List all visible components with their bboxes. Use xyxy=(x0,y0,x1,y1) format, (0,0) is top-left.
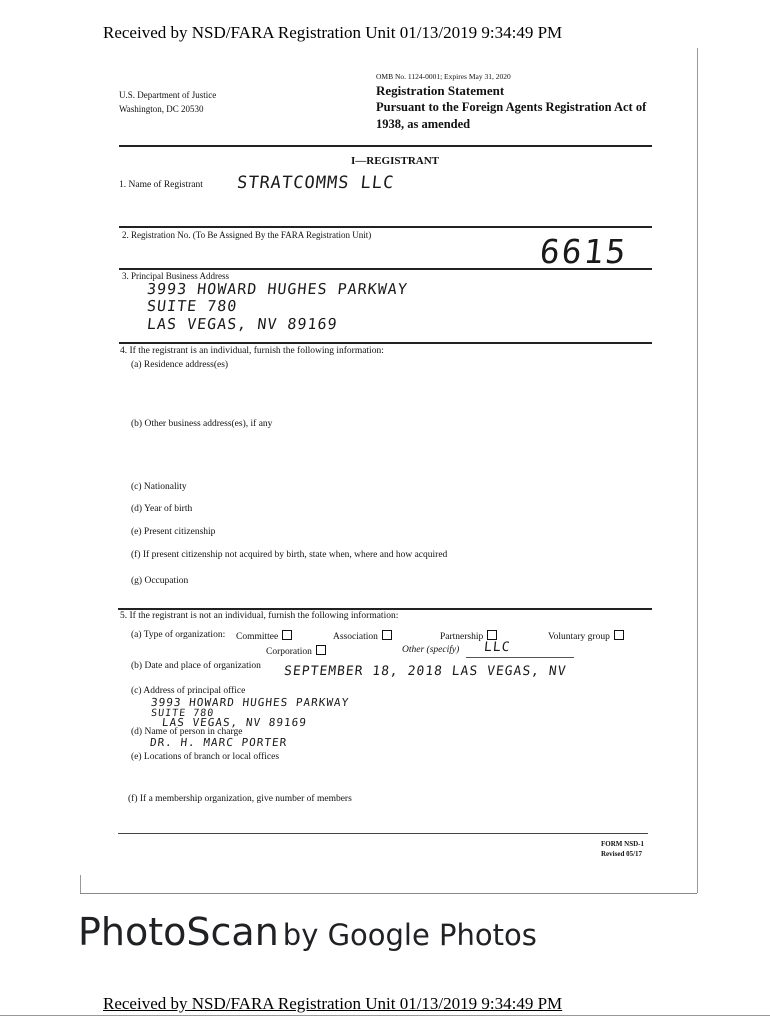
non-individual-info-label: 5. If the registrant is not an individual, furnish the following information: xyxy=(120,611,399,621)
photoscan-by-google: by Google Photos xyxy=(282,918,537,952)
photoscan-watermark xyxy=(78,910,537,954)
form-number: FORM NSD-1 xyxy=(601,840,644,848)
committee-option xyxy=(236,630,292,642)
page-edge-left xyxy=(80,875,81,893)
residence-address-label: (a) Residence address(es) xyxy=(131,360,229,370)
voluntary-group-option xyxy=(548,630,624,642)
voluntary-group-label: Voluntary group xyxy=(548,632,610,642)
department-label: U.S. Department of Justice xyxy=(119,90,217,100)
header-rule xyxy=(119,145,652,147)
year-of-birth-label: (d) Year of birth xyxy=(131,504,193,514)
form-title: Registration Statement xyxy=(376,83,505,98)
corporation-label: Corporation xyxy=(266,647,312,657)
section3-rule xyxy=(119,268,652,270)
form-subtitle-line2: 1938, as amended xyxy=(376,117,471,131)
partnership-label: Partnership xyxy=(440,632,484,642)
other-specify-underline xyxy=(466,657,574,658)
branch-offices-label: (e) Locations of branch or local offices xyxy=(131,752,280,762)
bottom-stamp-rule xyxy=(0,1015,770,1016)
section4-rule xyxy=(119,342,652,344)
org-date-place-label: (b) Date and place of organization xyxy=(131,661,261,671)
omb-number: OMB No. 1124-0001; Expires May 31, 2020 xyxy=(376,72,511,81)
principal-office-line3: LAS VEGAS, NV 89169 xyxy=(161,716,308,729)
registrant-name-label: 1. Name of Registrant xyxy=(119,180,203,190)
form-subtitle-line1: Pursuant to the Foreign Agents Registration Act of xyxy=(376,100,647,114)
committee-checkbox[interactable] xyxy=(282,630,292,640)
citizenship-acquired-label: (f) If present citizenship not acquired by birth, state when, where and how acquired xyxy=(131,550,448,560)
registration-number-label: 2. Registration No. (To Be Assigned By the FARA Registration Unit) xyxy=(122,230,372,240)
association-label: Association xyxy=(333,632,378,642)
corporation-checkbox[interactable] xyxy=(316,645,326,655)
photoscan-brand: PhotoScan xyxy=(78,910,279,954)
form-revised: Revised 05/17 xyxy=(601,850,643,858)
committee-label: Committee xyxy=(236,632,279,642)
city-label: Washington, DC 20530 xyxy=(119,104,204,114)
principal-address-line1: 3993 HOWARD HUGHES PARKWAY xyxy=(146,280,409,298)
page-edge-bottom xyxy=(80,893,697,894)
voluntary-group-checkbox[interactable] xyxy=(614,630,624,640)
membership-label: (f) If a membership organization, give number of members xyxy=(128,794,352,804)
partnership-checkbox[interactable] xyxy=(487,630,497,640)
principal-office-line1: 3993 HOWARD HUGHES PARKWAY xyxy=(150,696,350,709)
registration-number-value: 6615 xyxy=(537,232,630,271)
received-stamp-top: Received by NSD/FARA Registration Unit 01/13/2019 9:34:49 PM xyxy=(103,23,563,42)
occupation-label: (g) Occupation xyxy=(131,576,189,586)
principal-address-label: 3. Principal Business Address xyxy=(122,271,229,281)
section-registrant-heading: I—REGISTRANT xyxy=(351,155,440,167)
other-business-address-label: (b) Other business address(es), if any xyxy=(131,419,273,429)
page-edge-right xyxy=(697,48,698,893)
individual-info-label: 4. If the registrant is an individual, furnish the following information: xyxy=(120,346,384,356)
principal-office-label: (c) Address of principal office xyxy=(131,686,246,696)
other-specify-label: Other (specify) xyxy=(402,645,460,655)
nationality-label: (c) Nationality xyxy=(131,482,187,492)
person-in-charge-value: DR. H. MARC PORTER xyxy=(149,736,288,749)
corporation-option xyxy=(266,645,326,657)
principal-address-line3: LAS VEGAS, NV 89169 xyxy=(146,315,339,333)
person-in-charge-label: (d) Name of person in charge xyxy=(131,727,243,737)
section2-rule xyxy=(119,226,652,228)
association-option xyxy=(333,630,392,642)
other-specify-value: LLC xyxy=(483,640,512,655)
org-type-label: (a) Type of organization: xyxy=(131,630,226,640)
present-citizenship-label: (e) Present citizenship xyxy=(131,527,216,537)
footer-rule xyxy=(118,833,648,834)
received-stamp-bottom: Received by NSD/FARA Registration Unit 01/13/2019 9:34:49 PM xyxy=(103,994,563,1013)
principal-address-line2: SUITE 780 xyxy=(146,297,239,315)
association-checkbox[interactable] xyxy=(382,630,392,640)
registrant-name-value: STRATCOMMS LLC xyxy=(235,173,396,193)
org-date-place-value: SEPTEMBER 18, 2018 LAS VEGAS, NV xyxy=(283,664,568,679)
principal-office-line2: SUITE 780 xyxy=(150,708,215,719)
section5-rule xyxy=(118,608,652,610)
